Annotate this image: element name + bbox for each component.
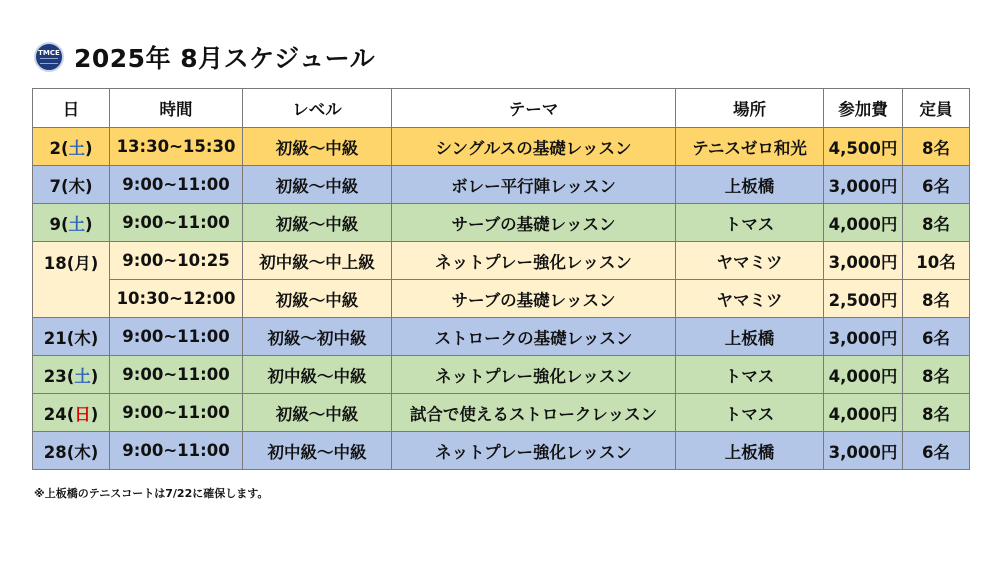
level-cell: 初中級～中上級 (243, 242, 392, 280)
day-number: 18 (43, 254, 67, 273)
fee-cell: 4,500円 (824, 128, 903, 166)
table-row (33, 166, 970, 204)
day-number: 2 (49, 138, 61, 158)
table-row (33, 204, 970, 242)
fee-cell: 3,000円 (824, 318, 903, 356)
capacity-cell: 8名 (903, 356, 970, 394)
fee-cell: 4,000円 (824, 204, 903, 242)
fee-cell: 2,500円 (824, 280, 903, 318)
footnote: ※上板橋のテニスコートは7/22に確保します。 (34, 487, 269, 500)
theme-cell: ボレー平行陣レッスン (392, 166, 676, 204)
fee-cell: 3,000円 (824, 242, 903, 280)
day-cell: 24(日) (33, 394, 110, 432)
table-row (33, 318, 970, 356)
place-cell: ヤマミツ (676, 242, 824, 280)
table-row (33, 128, 970, 166)
page-title: 2025年 8月スケジュール (74, 44, 376, 73)
fee-cell: 4,000円 (824, 356, 903, 394)
fee-cell: 3,000円 (824, 166, 903, 204)
theme-cell: ネットプレー強化レッスン (392, 242, 676, 280)
place-cell: トマス (676, 394, 824, 432)
day-number: 9 (49, 214, 61, 234)
day-cell: 28(木) (33, 432, 110, 470)
place-cell: トマス (676, 356, 824, 394)
club-logo (34, 42, 64, 72)
time-cell: 9:00~11:00 (110, 166, 243, 204)
header-row (33, 89, 970, 128)
fee-cell: 4,000円 (824, 394, 903, 432)
level-cell: 初級～中級 (243, 128, 392, 166)
day-of-week: 月 (74, 254, 91, 273)
theme-cell: 試合で使えるストロークレッスン (392, 394, 676, 432)
day-of-week: 木 (74, 442, 91, 462)
level-cell: 初級～中級 (243, 280, 392, 318)
capacity-cell: 6名 (903, 432, 970, 470)
day-cell: 18(月) (33, 242, 110, 318)
day-of-week: 土 (68, 138, 85, 158)
table-row (33, 432, 970, 470)
theme-cell: サーブの基礎レッスン (392, 280, 676, 318)
place-cell: 上板橋 (676, 166, 824, 204)
level-cell: 初級～中級 (243, 166, 392, 204)
theme-cell: ネットプレー強化レッスン (392, 432, 676, 470)
capacity-cell: 10名 (903, 242, 970, 280)
theme-cell: ネットプレー強化レッスン (392, 356, 676, 394)
theme-cell: シングルスの基礎レッスン (392, 128, 676, 166)
place-cell: テニスゼロ和光 (676, 128, 824, 166)
logo-decoration (40, 58, 58, 64)
place-cell: ヤマミツ (676, 280, 824, 318)
col-header-place: 場所 (676, 89, 824, 128)
theme-cell: ストロークの基礎レッスン (392, 318, 676, 356)
capacity-cell: 6名 (903, 166, 970, 204)
time-cell: 9:00~11:00 (110, 432, 243, 470)
day-of-week: 土 (74, 366, 91, 386)
level-cell: 初級～中級 (243, 204, 392, 242)
col-header-fee: 参加費 (824, 89, 903, 128)
capacity-cell: 8名 (903, 204, 970, 242)
day-number: 28 (43, 442, 67, 462)
day-cell: 9(土) (33, 204, 110, 242)
capacity-cell: 8名 (903, 394, 970, 432)
col-header-day: 日 (33, 89, 110, 128)
fee-cell: 3,000円 (824, 432, 903, 470)
time-cell: 9:00~11:00 (110, 356, 243, 394)
day-of-week: 日 (74, 404, 91, 424)
place-cell: トマス (676, 204, 824, 242)
time-cell: 9:00~11:00 (110, 394, 243, 432)
day-number: 7 (49, 176, 61, 196)
col-header-time: 時間 (110, 89, 243, 128)
day-of-week: 木 (68, 176, 85, 196)
place-cell: 上板橋 (676, 432, 824, 470)
level-cell: 初中級～中級 (243, 356, 392, 394)
schedule-table (32, 88, 970, 470)
col-header-level: レベル (243, 89, 392, 128)
day-cell: 23(土) (33, 356, 110, 394)
level-cell: 初中級～中級 (243, 432, 392, 470)
table-row (33, 394, 970, 432)
day-number: 23 (43, 366, 67, 386)
table-row (33, 356, 970, 394)
capacity-cell: 6名 (903, 318, 970, 356)
time-cell: 9:00~11:00 (110, 318, 243, 356)
day-number: 24 (43, 404, 67, 424)
table-row (33, 280, 970, 318)
day-number: 21 (43, 328, 67, 348)
capacity-cell: 8名 (903, 128, 970, 166)
time-cell: 13:30~15:30 (110, 128, 243, 166)
time-cell: 9:00~10:25 (110, 242, 243, 280)
day-cell: 2(土) (33, 128, 110, 166)
col-header-theme: テーマ (392, 89, 676, 128)
level-cell: 初級～初中級 (243, 318, 392, 356)
table-row (33, 242, 970, 280)
place-cell: 上板橋 (676, 318, 824, 356)
day-cell: 7(木) (33, 166, 110, 204)
theme-cell: サーブの基礎レッスン (392, 204, 676, 242)
col-header-capacity: 定員 (903, 89, 970, 128)
capacity-cell: 8名 (903, 280, 970, 318)
day-of-week: 木 (74, 328, 91, 348)
day-of-week: 土 (68, 214, 85, 234)
time-cell: 9:00~11:00 (110, 204, 243, 242)
page-header (34, 40, 375, 74)
level-cell: 初級～中級 (243, 394, 392, 432)
time-cell: 10:30~12:00 (110, 280, 243, 318)
logo-text: TMCE (38, 49, 60, 57)
day-cell: 21(木) (33, 318, 110, 356)
